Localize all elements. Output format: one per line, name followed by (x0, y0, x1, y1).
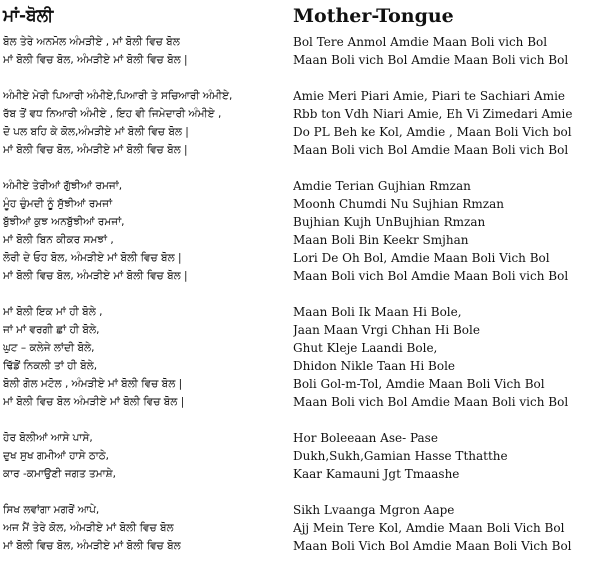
punjabi-verse-line: ਬੁੱਝੀਆਂ ਕੁਝ ਅਨਬੁੱਝੀਆਂ ਰਮਜਾਂ, (3, 216, 125, 228)
punjabi-verse-line: ਦੁਖ ਸੁਖ ਗਮੀਆਂ ਹਾਸੇ ਠਾਠੇ, (3, 450, 110, 462)
punjabi-verse-line: ਕਾਰ -ਕਮਾਉਣੀ ਜਗਤ ਤਮਾਸ਼ੇ, (3, 468, 116, 480)
english-verse-line: Maan Boli vich Bol Amdie Maan Boli vich Bol (293, 53, 569, 67)
english-verse-line: Maan Boli vich Bol Amdie Maan Boli vich Bol (293, 395, 569, 409)
punjabi-verse-line: ਸਿਖ ਲਵਾਂਗਾ ਮਗਰੋਂ ਆਪੇ, (3, 504, 100, 516)
punjabi-stanza (3, 429, 285, 483)
english-stanza (293, 501, 587, 555)
punjabi-stanzas (3, 33, 285, 555)
english-verse-line: Kaar Kamauni Jgt Tmaashe (293, 467, 460, 481)
punjabi-verse-line: ਮਾਂ ਬੋਲੀ ਬਿਨ ਕੀਕਰ ਸਮਝਾਂ , (3, 234, 114, 246)
punjabi-verse-line: ਮਾਂ ਬੋਲੀ ਇਕ ਮਾਂ ਹੀ ਬੋਲੇ , (3, 306, 103, 318)
english-verse-line: Moonh Chumdi Nu Sujhian Rmzan (293, 197, 504, 211)
english-verse-line: Maan Boli Ik Maan Hi Bole, (293, 305, 462, 319)
punjabi-stanza (3, 303, 285, 411)
punjabi-verse-line: ਮਾਂ ਬੋਲੀ ਵਿਚ ਬੋਲ, ਅੰਮੜੀਏ ਮਾਂ ਬੋਲੀ ਵਿਚ ਬੋਲ | (3, 54, 188, 66)
english-verse-line: Maan Boli vich Bol Amdie Maan Boli vich Bol (293, 143, 569, 157)
english-verse-line: Amie Meri Piari Amie, Piari te Sachiari Amie (293, 89, 566, 103)
english-verse-line: Rbb ton Vdh Niari Amie, Eh Vi Zimedari Amie (293, 107, 573, 121)
punjabi-verse-line: ਮਾਂ ਬੋਲੀ ਵਿਚ ਬੋਲ, ਅੰਮੜੀਏ ਮਾਂ ਬੋਲੀ ਵਿਚ ਬੋਲ | (3, 270, 188, 282)
punjabi-stanza (3, 33, 285, 69)
english-verse-line: Ghut Kleje Laandi Bole, (293, 341, 438, 355)
english-verse-line: Maan Boli Bin Keekr Smjhan (293, 233, 469, 247)
english-column (293, 3, 587, 555)
english-verse-line: Sikh Lvaanga Mgron Aape (293, 503, 455, 517)
punjabi-column (3, 3, 285, 555)
english-verse-line: Hor Boleeaan Ase- Pase (293, 431, 438, 445)
english-verse-line: Lori De Oh Bol, Amdie Maan Boli Vich Bol (293, 251, 550, 265)
punjabi-stanza (3, 87, 285, 159)
english-verse-line: Bol Tere Anmol Amdie Maan Boli vich Bol (293, 35, 548, 49)
english-verse-line: Maan Boli Vich Bol Amdie Maan Boli Vich Bol (293, 539, 572, 553)
punjabi-verse-line: ਅੰਮੀਏ ਤੇਰੀਆਂ ਗੁੱਝੀਆਂ ਰਮਜਾਂ, (3, 180, 123, 192)
english-verse-line: Jaan Maan Vrgi Chhan Hi Bole (293, 323, 480, 337)
punjabi-verse-line: ਹੋਰ ਬੋਲੀਆਂ ਆਸੇ ਪਾਸੇ, (3, 432, 93, 444)
punjabi-verse-line: ਮਾਂ ਬੋਲੀ ਵਿਚ ਬੋਲ, ਅੰਮੜੀਏ ਮਾਂ ਬੋਲੀ ਵਿਚ ਬੋਲ (3, 540, 181, 552)
english-verse-line: Boli Gol-m-Tol, Amdie Maan Boli Vich Bol (293, 377, 545, 391)
english-stanza (293, 87, 587, 159)
english-stanza (293, 33, 587, 69)
punjabi-verse-line: ਬੋਲੀ ਗੋਲ ਮਟੋਲ , ਅੰਮੜੀਏ ਮਾਂ ਬੋਲੀ ਵਿਚ ਬੋਲ | (3, 378, 183, 390)
punjabi-verse-line: ਅੰਮੀਏ ਮੇਰੀ ਪਿਆਰੀ ਅੰਮੀਏ,ਪਿਆਰੀ ਤੇ ਸਚਿਆਰੀ ਅੰਮੀਏ, (3, 90, 233, 102)
punjabi-title: ਮਾਂ-ਬੋਲੀ (3, 6, 54, 26)
punjabi-verse-line: ਮੂੰਹ ਚੁੰਮਦੀ ਨੂੰ ਸੁੱਝੀਆਂ ਰਮਜਾਂ (3, 198, 113, 210)
punjabi-verse-line: ਮਾਂ ਬੋਲੀ ਵਿਚ ਬੋਲ ਅੰਮੜੀਏ ਮਾਂ ਬੋਲੀ ਵਿਚ ਬੋਲ | (3, 396, 185, 408)
english-verse-line: Dukh,Sukh,Gamian Hasse Tthatthe (293, 449, 508, 463)
punjabi-verse-line: ਬੋਲ ਤੇਰੇ ਅਨਮੋਲ ਅੰਮੜੀਏ , ਮਾਂ ਬੋਲੀ ਵਿਚ ਬੋਲ (3, 36, 180, 48)
punjabi-verse-line: ਲੋਰੀ ਦੇ ਓਹ ਬੋਲ, ਅੰਮੜੀਏ ਮਾਂ ਬੋਲੀ ਵਿਚ ਬੋਲ | (3, 252, 182, 264)
punjabi-verse-line: ਅਜ ਮੈਂ ਤੇਰੇ ਕੋਲ, ਅੰਮੜੀਏ ਮਾਂ ਬੋਲੀ ਵਿਚ ਬੋਲ (3, 522, 174, 534)
english-verse-line: Bujhian Kujh UnBujhian Rmzan (293, 215, 486, 229)
english-stanza (293, 429, 587, 483)
english-stanzas (293, 33, 587, 555)
punjabi-verse-line: ਢਿੱਡੋਂ ਨਿਕਲੀ ਤਾਂ ਹੀ ਬੋਲੇ, (3, 360, 98, 372)
english-verse-line: Maan Boli vich Bol Amdie Maan Boli vich Bol (293, 269, 569, 283)
english-stanza (293, 177, 587, 285)
punjabi-stanza (3, 177, 285, 285)
punjabi-verse-line: ਮਾਂ ਬੋਲੀ ਵਿਚ ਬੋਲ, ਅੰਮੜੀਏ ਮਾਂ ਬੋਲੀ ਵਿਚ ਬੋਲ | (3, 144, 188, 156)
english-verse-line: Dhidon Nikle Taan Hi Bole (293, 359, 456, 373)
english-verse-line: Ajj Mein Tere Kol, Amdie Maan Boli Vich Bol (293, 521, 565, 535)
punjabi-verse-line: ਘੁਟ – ਕਲੇਜੇ ਲਾਂਦੀ ਬੋਲੇ, (3, 342, 95, 354)
punjabi-verse-line: ਦੋ ਪਲ ਬਹਿ ਕੇ ਕੋਲ,ਅੰਮੜੀਏ ਮਾਂ ਬੋਲੀ ਵਿਚ ਬੋਲ | (3, 126, 189, 138)
english-verse-line: Do PL Beh ke Kol, Amdie , Maan Boli Vich bol (293, 125, 572, 139)
english-verse-line: Amdie Terian Gujhian Rmzan (293, 179, 471, 193)
punjabi-stanza (3, 501, 285, 555)
punjabi-verse-line: ਜਾਂ ਮਾਂ ਵਰਗੀ ਛਾਂ ਹੀ ਬੋਲੇ, (3, 324, 100, 336)
english-title: Mother-Tongue (293, 5, 454, 27)
english-stanza (293, 303, 587, 411)
punjabi-verse-line: ਰੱਬ ਤੋਂ ਵਧ ਨਿਆਰੀ ਅੰਮੀਏ , ਇਹ ਵੀ ਜਿਮੇਦਾਰੀ ਅੰਮੀਏ , (3, 108, 222, 120)
